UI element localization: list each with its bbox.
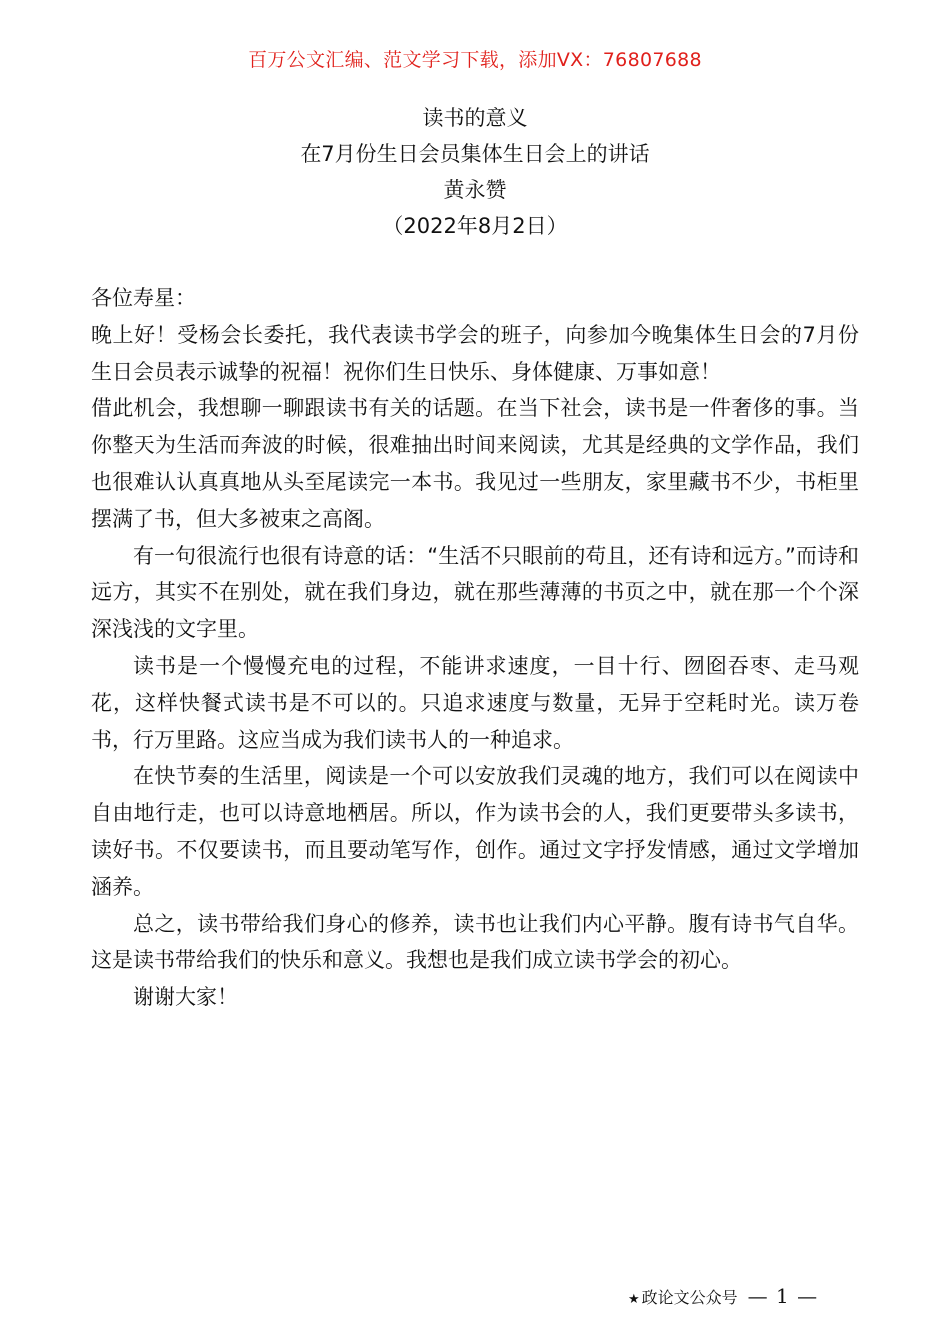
paragraph-topic: 借此机会，我想聊一聊跟读书有关的话题。在当下社会，读书是一件奢侈的事。当你整天为生活而奔波的时候，很难抽出时间来阅读，尤其是经典的文学作品，我们也很难认认真真地从头至尾读完一本书。我见过一些朋友，家里藏书不少，书柜里摆满了书，但大多被束之高阁。 <box>91 396 859 531</box>
document-subtitle: 在7月份生日会员集体生日会上的讲话 <box>300 142 650 166</box>
page-number: — 1 — <box>747 1284 819 1308</box>
page-footer <box>628 1284 818 1312</box>
paragraph-greeting: 晚上好！受杨会长委托，我代表读书学会的班子，向参加今晚集体生日会的7月份生日会员表示诚挚的祝福！祝你们生日快乐、身体健康、万事如意！ <box>91 322 859 384</box>
closing-thanks: 谢谢大家！ <box>133 985 238 1010</box>
speech-date: （2022年8月2日） <box>382 214 568 238</box>
paragraph-poetry: 有一句很流行也很有诗意的话：“生活不只眼前的苟且，还有诗和远方。”而诗和远方，其实不在别处，就在我们身边，就在那些薄薄的书页之中，就在那一个个深深浅浅的文字里。 <box>91 543 859 642</box>
paragraph-slow-reading: 读书是一个慢慢充电的过程，不能讲求速度，一目十行、囫囵吞枣、走马观花，这样快餐式读书是不可以的。只追求速度与数量，无异于空耗时光。读万卷书，行万里路。这应当成为我们读书人的一种追求。 <box>91 653 859 752</box>
document-title: 读书的意义 <box>422 106 528 130</box>
paragraph-conclusion: 总之，读书带给我们身心的修养，读书也让我们内心平静。腹有诗书气自华。这是读书带给我们的快乐和意义。我想也是我们成立读书学会的初心。 <box>91 911 859 973</box>
star-icon: ★ <box>628 1292 640 1307</box>
author-name: 黄永赞 <box>443 178 507 202</box>
salutation: 各位寿星： <box>91 286 196 310</box>
download-banner: 百万公文汇编、范文学习下载，添加VX：76807688 <box>248 49 702 71</box>
footer-source: 政论文公众号 <box>641 1288 738 1307</box>
title-block <box>0 100 950 244</box>
paragraph-soul: 在快节奏的生活里，阅读是一个可以安放我们灵魂的地方，我们可以在阅读中自由地行走，也可以诗意地栖居。所以，作为读书会的人，我们更要带头多读书，读好书。不仅要读书，而且要动笔写作，创作。通过文字抒发情感，通过文学增加涵养。 <box>91 764 859 899</box>
speech-body <box>91 280 859 1016</box>
